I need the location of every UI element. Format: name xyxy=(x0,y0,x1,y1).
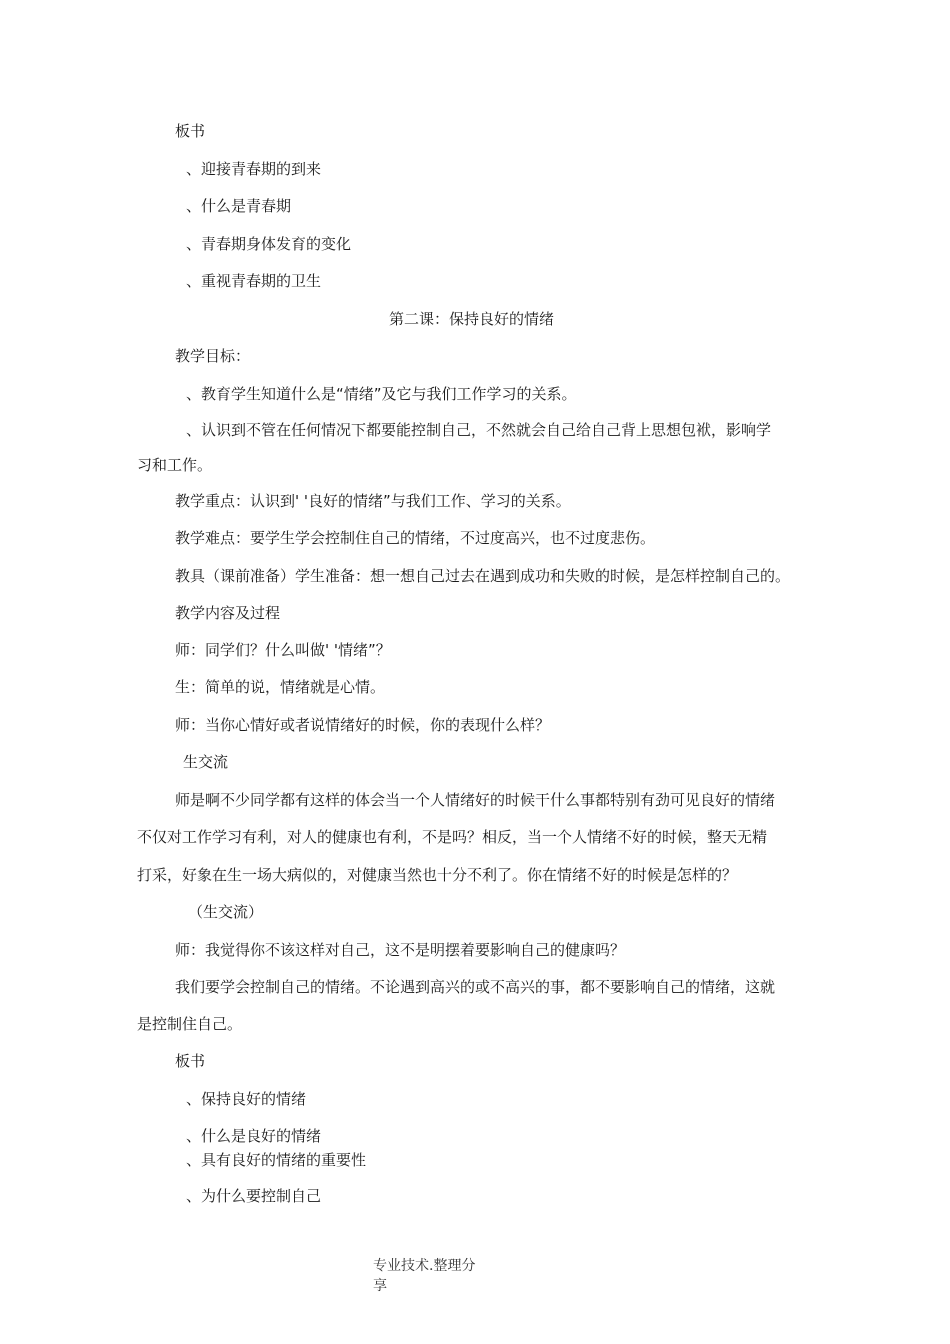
objective-item-continuation: 习和工作。 xyxy=(137,456,213,474)
blackboard-item: 、青春期身体发育的变化 xyxy=(186,235,352,253)
teacher-paragraph: 师是啊不少同学都有这样的体会当一个人情绪好的时候干什么事都特别有劲可见良好的情绪 xyxy=(175,791,776,809)
process-heading: 教学内容及过程 xyxy=(175,604,281,622)
teacher-paragraph-continuation: 不仅对工作学习有利，对人的健康也有利，不是吗？相反，当一个人情绪不好的时候，整天无精 xyxy=(137,828,768,846)
objective-item: 、教育学生知道什么是“情绪”及它与我们工作学习的关系。 xyxy=(186,385,577,403)
key-point: 教学重点：认识到' '良好的情绪”与我们工作、学习的关系。 xyxy=(175,492,571,510)
blackboard-item: 、保持良好的情绪 xyxy=(186,1090,307,1108)
paragraph-continuation: 是控制住自己。 xyxy=(137,1015,243,1033)
preparation: 教具（课前准备）学生准备：想一想自己过去在遇到成功和失败的时候，是怎样控制自己的。 xyxy=(175,567,791,585)
blackboard-heading: 板书 xyxy=(175,1052,206,1070)
blackboard-item: 、迎接青春期的到来 xyxy=(186,160,322,178)
student-exchange: 生交流 xyxy=(183,753,229,771)
page-footer: 专业技术.整理分享 xyxy=(373,1258,476,1294)
teacher-paragraph-continuation: 打采，好象在生一场大病似的，对健康当然也十分不利了。你在情绪不好的时候是怎样的？ xyxy=(137,866,738,884)
blackboard-item: 、重视青春期的卫生 xyxy=(186,272,322,290)
teacher-line: 师：我觉得你不该这样对自己，这不是明摆着要影响自己的健康吗？ xyxy=(175,941,626,959)
teacher-line: 师：同学们？什么叫做' '情绪”？ xyxy=(175,641,391,659)
paragraph: 我们要学会控制自己的情绪。不论遇到高兴的或不高兴的事，都不要影响自己的情绪，这就 xyxy=(175,978,776,996)
objectives-heading: 教学目标： xyxy=(175,347,251,365)
student-line: 生：简单的说，情绪就是心情。 xyxy=(175,678,386,696)
blackboard-item: 、什么是良好的情绪 xyxy=(186,1127,322,1145)
blackboard-item: 、为什么要控制自己 xyxy=(186,1187,322,1205)
difficulty: 教学难点：要学生学会控制住自己的情绪，不过度高兴，也不过度悲伤。 xyxy=(175,529,656,547)
blackboard-heading: 板书 xyxy=(175,122,206,140)
objective-item: 、认识到不管在任何情况下都要能控制自己，不然就会自己给自己背上思想包袱，影响学 xyxy=(186,421,772,439)
lesson-title: 第二课：保持良好的情绪 xyxy=(389,310,555,328)
student-exchange: （生交流） xyxy=(188,903,264,921)
blackboard-item: 、什么是青春期 xyxy=(186,197,292,215)
blackboard-item: 、具有良好的情绪的重要性 xyxy=(186,1151,367,1169)
teacher-line: 师：当你心情好或者说情绪好的时候，你的表现什么样？ xyxy=(175,716,551,734)
